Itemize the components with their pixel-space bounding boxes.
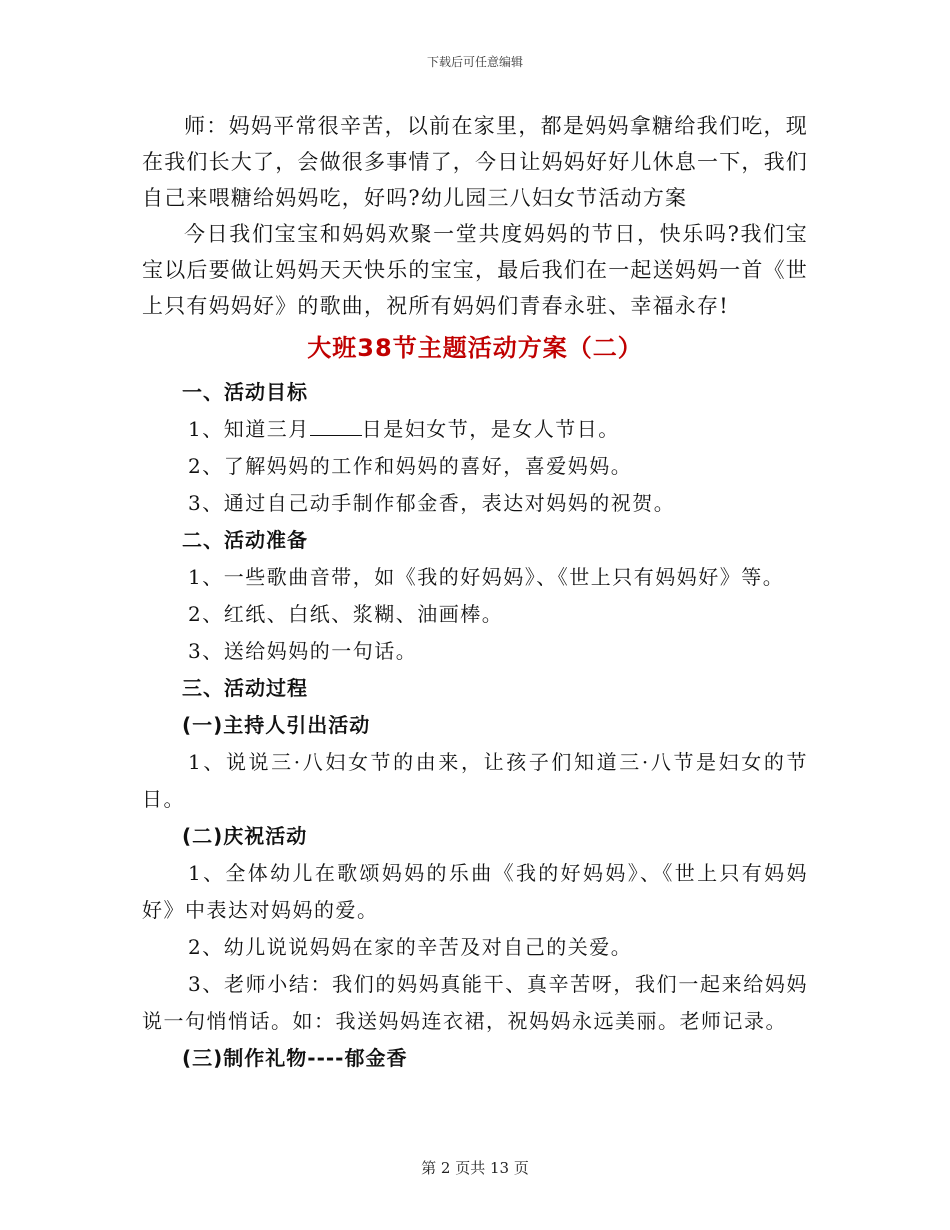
prep-item-1: 1、一些歌曲音带，如《我的好妈妈》、《世上只有妈妈好》等。: [188, 565, 785, 589]
goals-item-1-before: 1、知道三月: [188, 417, 310, 441]
process-sub1-heading: (一)主持人引出活动: [182, 713, 371, 737]
goals-heading: 一、活动目标: [182, 380, 308, 404]
goals-item-1-after: 日是妇女节，是女人节日。: [361, 417, 620, 441]
process-sub2-item-1: 1、全体幼儿在歌颂妈妈的乐曲《我的好妈妈》、《世上只有妈妈好》中表达对妈妈的爱。: [142, 861, 808, 922]
intro-paragraph-2: 今日我们宝宝和妈妈欢聚一堂共度妈妈的节日，快乐吗?我们宝宝以后要做让妈妈天天快乐的宝宝，最后我们在一起送妈妈一首《世上只有妈妈好》的歌曲，祝所有妈妈们青春永驻、幸福永存!: [142, 222, 808, 318]
page-footer: 第 2 页共 13 页: [421, 1159, 529, 1177]
goals-item-2: 2、了解妈妈的工作和妈妈的喜好，喜爱妈妈。: [188, 454, 633, 478]
prep-heading: 二、活动准备: [182, 528, 308, 552]
process-sub2-item-2: 2、幼儿说说妈妈在家的辛苦及对自己的关爱。: [188, 935, 633, 959]
section-title: 大班38节主题活动方案（二）: [307, 334, 643, 362]
process-sub1-item-1: 1、说说三·八妇女节的由来，让孩子们知道三·八节是妇女的节日。: [142, 750, 808, 811]
prep-item-3: 3、送给妈妈的一句话。: [188, 639, 418, 663]
goals-item-3: 3、通过自己动手制作郁金香，表达对妈妈的祝贺。: [188, 491, 676, 515]
process-sub2-item-3: 3、老师小结：我们的妈妈真能干、真辛苦呀，我们一起来给妈妈说一句悄悄话。如：我送妈妈连衣裙，祝妈妈永远美丽。老师记录。: [142, 972, 808, 1033]
prep-item-2: 2、红纸、白纸、浆糊、油画棒。: [188, 602, 504, 626]
goals-item-1: [142, 411, 808, 448]
intro-paragraph-1: 师：妈妈平常很辛苦，以前在家里，都是妈妈拿糖给我们吃，现在我们长大了，会做很多事情了，今日让妈妈好好儿休息一下，我们自己来喂糖给妈妈吃，好吗?幼儿园三八妇女节活动方案: [142, 114, 808, 210]
process-sub2-heading: (二)庆祝活动: [182, 824, 308, 848]
fill-blank: [310, 417, 362, 436]
page-header: 下载后可任意编辑: [426, 55, 523, 69]
process-sub3-heading: (三)制作礼物----郁金香: [182, 1046, 408, 1070]
process-heading: 三、活动过程: [182, 676, 308, 700]
document-body: [142, 108, 808, 1077]
